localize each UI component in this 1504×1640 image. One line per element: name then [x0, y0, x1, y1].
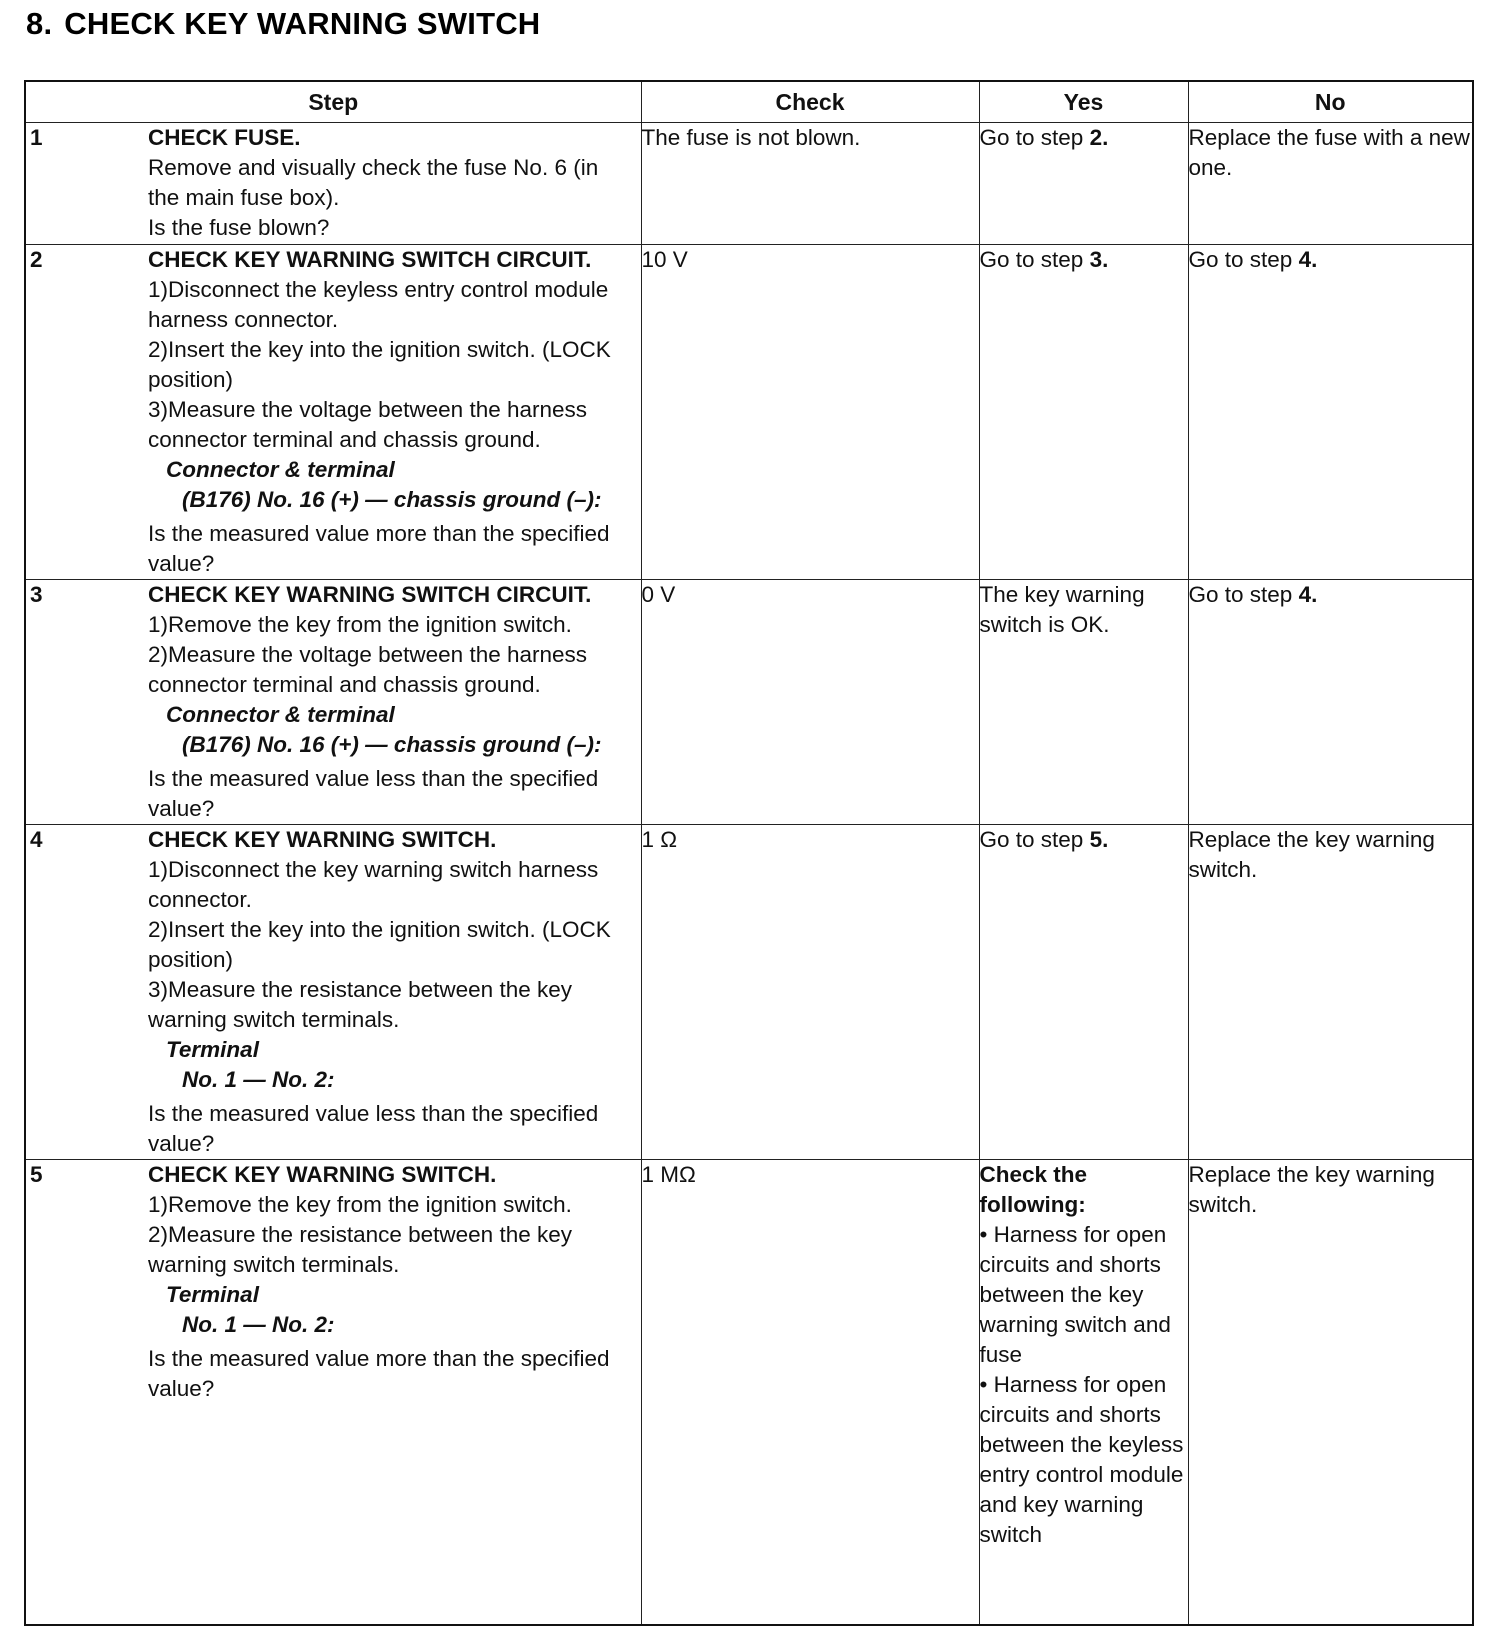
no-cell: Replace the key warning switch. — [1188, 825, 1473, 1160]
yes-heading: Check the following: — [979, 1162, 1088, 1217]
spec-value: (B176) No. 16 (+) — chassis ground (–): — [182, 487, 602, 512]
step-instruction: Remove and visually check the fuse No. 6 (in the main fuse box). — [148, 155, 599, 210]
check-cell: 0 V — [641, 580, 979, 825]
diagnostic-table — [24, 80, 1474, 1626]
step-instruction: 2)Insert the key into the ignition switch. (LOCK position) — [148, 337, 611, 392]
no-prefix: Go to step — [1188, 247, 1299, 272]
step-cell — [25, 245, 641, 580]
step-number: 2 — [30, 247, 43, 272]
column-header-step: Step — [25, 81, 641, 123]
step-question: Is the fuse blown? — [148, 215, 330, 240]
table-header-row — [25, 81, 1473, 123]
step-cell — [25, 825, 641, 1160]
step-heading: CHECK KEY WARNING SWITCH CIRCUIT. — [148, 247, 592, 272]
spec-label: Connector & terminal — [166, 457, 395, 482]
step-instruction: 3)Measure the voltage between the harness connector terminal and chassis ground. — [148, 397, 588, 452]
step-cell — [25, 580, 641, 825]
no-cell: Replace the fuse with a new one. — [1188, 123, 1473, 245]
step-heading: CHECK KEY WARNING SWITCH. — [148, 1162, 497, 1187]
column-header-no: No — [1188, 81, 1473, 123]
table-row — [25, 825, 1473, 1160]
spec-value: No. 1 — No. 2: — [182, 1312, 335, 1337]
yes-cell — [979, 123, 1188, 245]
yes-step-ref: 2. — [1089, 125, 1109, 150]
yes-cell — [979, 245, 1188, 580]
no-cell — [1188, 245, 1473, 580]
section-title — [26, 6, 540, 42]
step-cell — [25, 123, 641, 245]
check-cell: 1 Ω — [641, 825, 979, 1160]
step-instruction: 2)Insert the key into the ignition switch. (LOCK position) — [148, 917, 611, 972]
table-row — [25, 1160, 1473, 1626]
step-instruction: 2)Measure the voltage between the harness connector terminal and chassis ground. — [148, 642, 588, 697]
step-question: Is the measured value less than the specified value? — [148, 766, 599, 821]
section-number: 8. — [26, 6, 53, 41]
spec-label: Terminal — [166, 1282, 259, 1307]
spec-value: (B176) No. 16 (+) — chassis ground (–): — [182, 732, 602, 757]
step-cell — [25, 1160, 641, 1626]
no-cell: Replace the key warning switch. — [1188, 1160, 1473, 1626]
column-header-yes: Yes — [979, 81, 1188, 123]
step-instruction: 1)Disconnect the keyless entry control module harness connector. — [148, 277, 609, 332]
yes-prefix: Go to step — [979, 827, 1090, 852]
spec-label: Connector & terminal — [166, 702, 395, 727]
step-number: 5 — [30, 1162, 43, 1187]
step-heading: CHECK KEY WARNING SWITCH CIRCUIT. — [148, 582, 592, 607]
yes-bullet-item: • Harness for open circuits and shorts between the key warning switch and fuse — [979, 1222, 1171, 1367]
step-instruction: 1)Remove the key from the ignition switch. — [148, 1192, 572, 1217]
step-heading: CHECK KEY WARNING SWITCH. — [148, 827, 497, 852]
check-cell: 10 V — [641, 245, 979, 580]
no-cell — [1188, 580, 1473, 825]
step-question: Is the measured value more than the specified value? — [148, 521, 610, 576]
step-heading: CHECK FUSE. — [148, 125, 301, 150]
column-header-check: Check — [641, 81, 979, 123]
step-instruction: 1)Remove the key from the ignition switch. — [148, 612, 572, 637]
step-number: 3 — [30, 582, 43, 607]
step-question: Is the measured value less than the specified value? — [148, 1101, 599, 1156]
yes-prefix: Go to step — [979, 125, 1090, 150]
spec-value: No. 1 — No. 2: — [182, 1067, 335, 1092]
yes-step-ref: 3. — [1089, 247, 1109, 272]
step-instruction: 2)Measure the resistance between the key warning switch terminals. — [148, 1222, 572, 1277]
no-step-ref: 4. — [1298, 582, 1318, 607]
no-prefix: Go to step — [1188, 582, 1299, 607]
table-row — [25, 245, 1473, 580]
yes-cell — [979, 1160, 1188, 1626]
step-instruction: 3)Measure the resistance between the key warning switch terminals. — [148, 977, 572, 1032]
table-row — [25, 123, 1473, 245]
section-title-text: CHECK KEY WARNING SWITCH — [64, 6, 541, 41]
yes-cell: The key warning switch is OK. — [979, 580, 1188, 825]
check-cell: 1 MΩ — [641, 1160, 979, 1626]
step-number: 1 — [30, 125, 43, 150]
yes-cell — [979, 825, 1188, 1160]
yes-step-ref: 5. — [1089, 827, 1109, 852]
no-step-ref: 4. — [1298, 247, 1318, 272]
check-cell: The fuse is not blown. — [641, 123, 979, 245]
step-instruction: 1)Disconnect the key warning switch harness connector. — [148, 857, 599, 912]
yes-bullet-item: • Harness for open circuits and shorts between the keyless entry control module and key warning switch — [979, 1372, 1184, 1547]
table-row — [25, 580, 1473, 825]
step-number: 4 — [30, 827, 43, 852]
step-question: Is the measured value more than the specified value? — [148, 1346, 610, 1401]
spec-label: Terminal — [166, 1037, 259, 1062]
yes-prefix: Go to step — [979, 247, 1090, 272]
